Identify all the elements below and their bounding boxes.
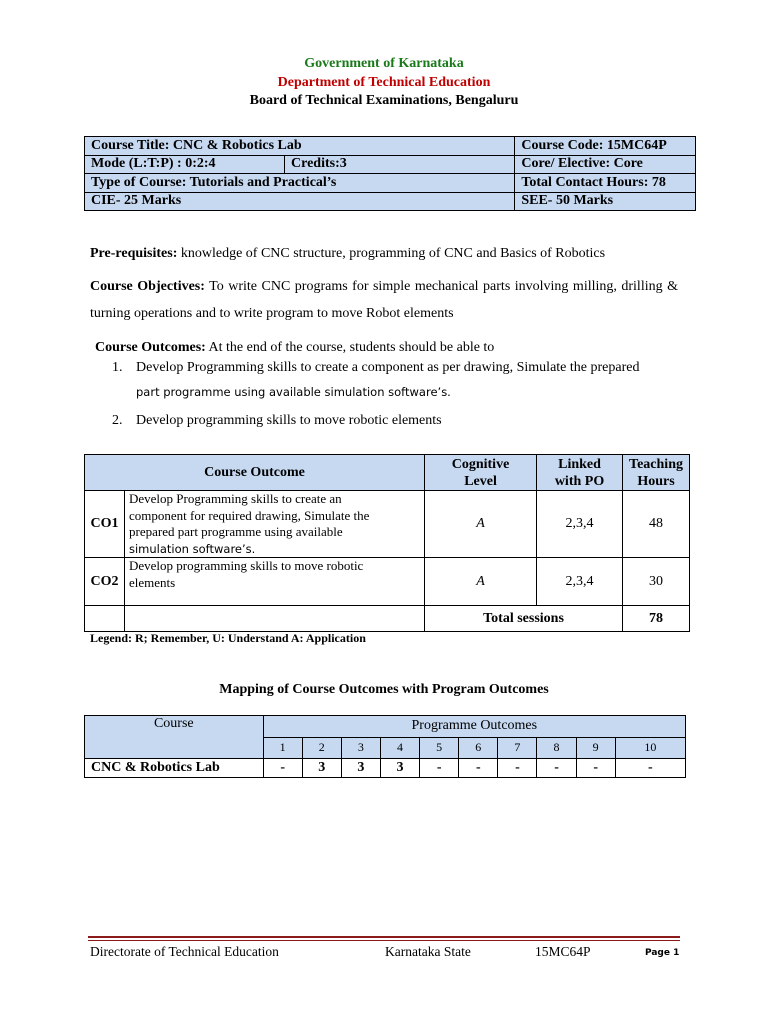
credits-cell: Credits:3 [285,155,515,174]
objectives-paragraph [90,273,678,327]
teaching-hours: 30 [623,558,690,606]
outcome-text: Develop programming skills to move robotic elements [136,413,442,428]
course-title-cell: Course Title: CNC & Robotics Lab [85,137,515,156]
footer-divider-thin [88,940,680,941]
prerequisites-label: Pre-requisites: [90,246,178,261]
po-value: - [576,759,615,778]
legend: Legend: R; Remember, U: Understand A: Application [90,631,366,645]
outcome-item-2 [112,413,692,429]
board-title: Board of Technical Examinations, Bengaluru [249,93,519,108]
government-title: Government of Karnataka [304,56,464,71]
po-value: 3 [302,759,341,778]
cognitive-level: A [425,491,537,558]
po-number: 10 [615,737,685,759]
cognitive-level-header: Cognitive Level [425,455,537,491]
mapping-title: Mapping of Course Outcomes with Program Outcomes [219,682,549,697]
outcomes-label: Course Outcomes: [95,340,206,355]
cie-cell: CIE- 25 Marks [85,192,515,211]
co-description: Develop Programming skills to create an component for required drawing, Simulate the prepared part programme using available simulation software’s. [125,491,425,558]
co-description: Develop programming skills to move robotic elements [125,558,425,606]
objectives-label: Course Objectives: [90,279,205,294]
table-row [85,558,690,606]
mapping-row-label: CNC & Robotics Lab [85,759,264,778]
table-row [85,491,690,558]
linked-po-header: Linked with PO [537,455,623,491]
outcomes-text: At the end of the course, students should be able to [205,340,495,355]
po-number: 4 [380,737,419,759]
course-outcome-header: Course Outcome [85,455,425,491]
total-sessions-label: Total sessions [425,606,623,632]
course-outcome-table [84,454,690,632]
footer-code: 15MC64P [535,944,591,959]
contact-hours-cell: Total Contact Hours: 78 [515,174,696,193]
po-value: - [263,759,302,778]
mapping-row [85,759,686,778]
mapping-table [84,715,686,778]
po-value: - [459,759,498,778]
course-header: Course [85,716,264,759]
outcome-number: 2. [112,413,123,428]
empty-cell [125,606,425,632]
document-header [0,55,768,111]
po-value: - [420,759,459,778]
po-number: 3 [341,737,380,759]
po-number: 7 [498,737,537,759]
course-code-cell: Course Code: 15MC64P [515,137,696,156]
po-number: 5 [420,737,459,759]
outcome-number: 1. [112,360,123,375]
core-elective-cell: Core/ Elective: Core [515,155,696,174]
po-number: 8 [537,737,576,759]
programme-outcomes-header: Programme Outcomes [263,716,685,738]
po-number: 2 [302,737,341,759]
co-id: CO2 [85,558,125,606]
outcomes-heading [95,336,494,360]
po-value: - [498,759,537,778]
linked-po: 2,3,4 [537,558,623,606]
cognitive-level: A [425,558,537,606]
total-row [85,606,690,632]
footer-divider [88,936,680,938]
po-value: 3 [380,759,419,778]
co-id: CO1 [85,491,125,558]
footer-state: Karnataka State [385,944,471,959]
prerequisites-paragraph [90,240,678,267]
course-info-table [84,136,696,211]
objectives-text: To write CNC programs for simple mechanical parts involving milling, drilling & turning operations and to write program to move Robot elements [90,279,678,321]
po-number: 6 [459,737,498,759]
see-cell: SEE- 50 Marks [515,192,696,211]
empty-cell [85,606,125,632]
linked-po: 2,3,4 [537,491,623,558]
po-number: 1 [263,737,302,759]
po-value: - [615,759,685,778]
po-number: 9 [576,737,615,759]
footer-directorate: Directorate of Technical Education [90,944,279,959]
outcome-item-1 [112,360,692,401]
outcome-text-continued: part programme using available simulation software’s. [136,385,451,399]
department-title: Department of Technical Education [277,74,491,90]
teaching-hours: 48 [623,491,690,558]
po-value: 3 [341,759,380,778]
mode-cell: Mode (L:T:P) : 0:2:4 [85,155,285,174]
po-value: - [537,759,576,778]
course-type-cell: Type of Course: Tutorials and Practical’s [85,174,515,193]
prerequisites-text: knowledge of CNC structure, programming of CNC and Basics of Robotics [177,246,606,261]
outcome-text: Develop Programming skills to create a component as per drawing, Simulate the prepared [136,360,640,375]
teaching-hours-header: Teaching Hours [623,455,690,491]
page-number: Page 1 [645,948,680,958]
total-sessions-value: 78 [623,606,690,632]
